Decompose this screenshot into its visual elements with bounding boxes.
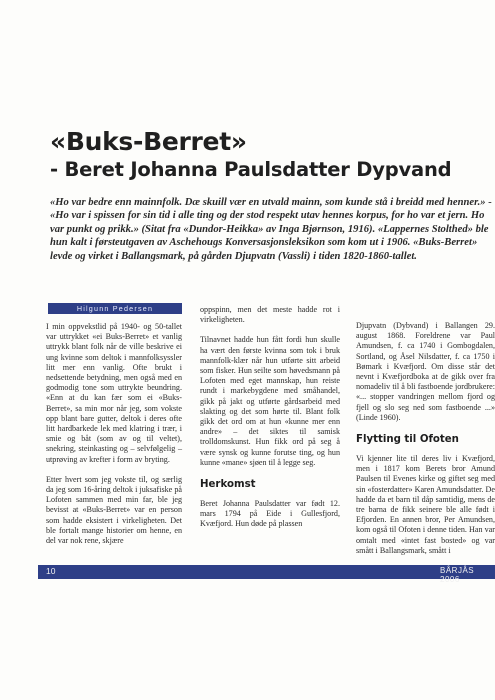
column-1-paragraph-2: Etter hvert som jeg vokste til, og særlig da jeg som 16-åring deltok i juksafiske på Lofoten sammen med min far, ble jeg bevisst at «Buks-Berret» var en person som hadde eksistert i virkeligheten. Det ble fortalt mange historier om henne, en del var nok rene, skjære xyxy=(46,474,182,546)
column-2 xyxy=(200,305,340,540)
column-3-paragraph-2: Vi kjenner lite til deres liv i Kvæfjord, men i 1817 kom Berets bror Amund Paulsen til Evenes kirke og giftet seg med sin «fosterdatter» Karen Amundsdatter. De hadde da et barn til dåp samtidig, mens de tre barna de fikk seinere ble alle født i Efjorden. En annen bror, Per Amundsen, kom også til Ofoten i denne tiden. Han var omtalt med «intet fast bosted» og var smått i Ballangsmark, smått i xyxy=(356,454,495,555)
column-1-paragraph-1: I min oppvekstlid på 1940- og 50-tallet var uttrykket «ei Buks-Berret» et vanlig uttrykk blant folk når de ville beskrive ei ung kvinne som deltok i mannfolksyssler litt mer enn vanlig. Ofte brukt i nedsettende betydning, men også med en godmodig tone som uttrykte beundring. «Enn at du kan fær som ei «Buks-Berret», sa min mor når jeg, som vokste opp blant bare gutter, deltok i deres ofte litt hardbarkede lek med klatring i trær, i smie og båt (som av og til veltet), snekring, steinkasting og – selvfølgelig – utprøving av krefter i form av bryting. xyxy=(46,322,182,464)
column-3-paragraph-1: Djupvatn (Dybvand) i Ballangen 29. august 1868. Foreldrene var Paul Amundsen, f. ca 1740 i Gombogdalen, Sortland, og Åsel Nilsdatter, f. ca 1750 i Bømark i Kvæfjord. Om disse står det nevnt i Kvæfjordboka at de gikk over fra nomadeliv til å bli fastboende jordbrukere: «... stopper vandringen mellom fjord og fjell og slo seg ned som fastboende ...» (Linde 1960). xyxy=(356,321,495,422)
section-heading-flytting: Flytting til Ofoten xyxy=(356,434,459,446)
column-2-paragraph-2: Tilnavnet hadde hun fått fordi hun skulle ha vært den første kvinna som tok i bruk mannfolk-klær når hun utførte sitt arbeid som fisker. Hun seilte som høvedsmann på Lofoten med eget mannskap, hun reiste rundt i markebygdene med småhandel, gikk på jakt og utførte gårdsarbeid med slakting og det som hørte til. Blant folk gikk det ord om at hun «kunne mer enn andre» – det siktes til samisk trolldomskunst. Hun fikk ord på seg å være synsk og kunne forutse ting, og hun kunne «mane» sjøen til å legge seg. xyxy=(200,335,340,467)
footer-bar xyxy=(38,565,495,579)
column-1 xyxy=(46,322,182,556)
section-heading-herkomst: Herkomst xyxy=(200,479,256,491)
publication-name: BÅRJÅS 2006 xyxy=(440,566,475,584)
page-number: 10 xyxy=(46,566,56,576)
author-banner: Hilgunn Pedersen xyxy=(48,303,182,314)
article-title xyxy=(50,128,490,184)
column-2-paragraph-3: Beret Johanna Paulsdatter var født 12. mars 1794 på Eide i Gullesfjord, Kvæfjord. Hun døde på plassen xyxy=(200,499,340,529)
lead-paragraph xyxy=(50,196,495,263)
lead-text: «Ho var bedre enn mainnfolk. Dæ skuill vær en utvald mainn, som kunde stå i breidd med henner.» - «Ho var i spissen for sin tid i alle ting og der stod respekt utav hennes korpus, for ho var et jern. Ho var punkt og prikk.» (Sitat fra «Dundor-Heikka» av Inga Bjørnson, 1916). «Lappernes Stolthed» ble hun kalt i førsteutgaven av Aschehougs Konversasjonsleksikon som kom ut i 1906. «Buks-Berret» levde og virket i Ballangsmark, på gården Djupvatn (Vassli) i tiden 1820-1860-tallet. xyxy=(50,197,492,262)
column-3 xyxy=(356,321,495,566)
column-2-paragraph-1: oppspinn, men det meste hadde rot i virkeligheten. xyxy=(200,305,340,325)
title-line-2: - Beret Johanna Paulsdatter Dypvand xyxy=(50,158,452,181)
title-line-1: «Buks-Berret» xyxy=(50,127,247,156)
